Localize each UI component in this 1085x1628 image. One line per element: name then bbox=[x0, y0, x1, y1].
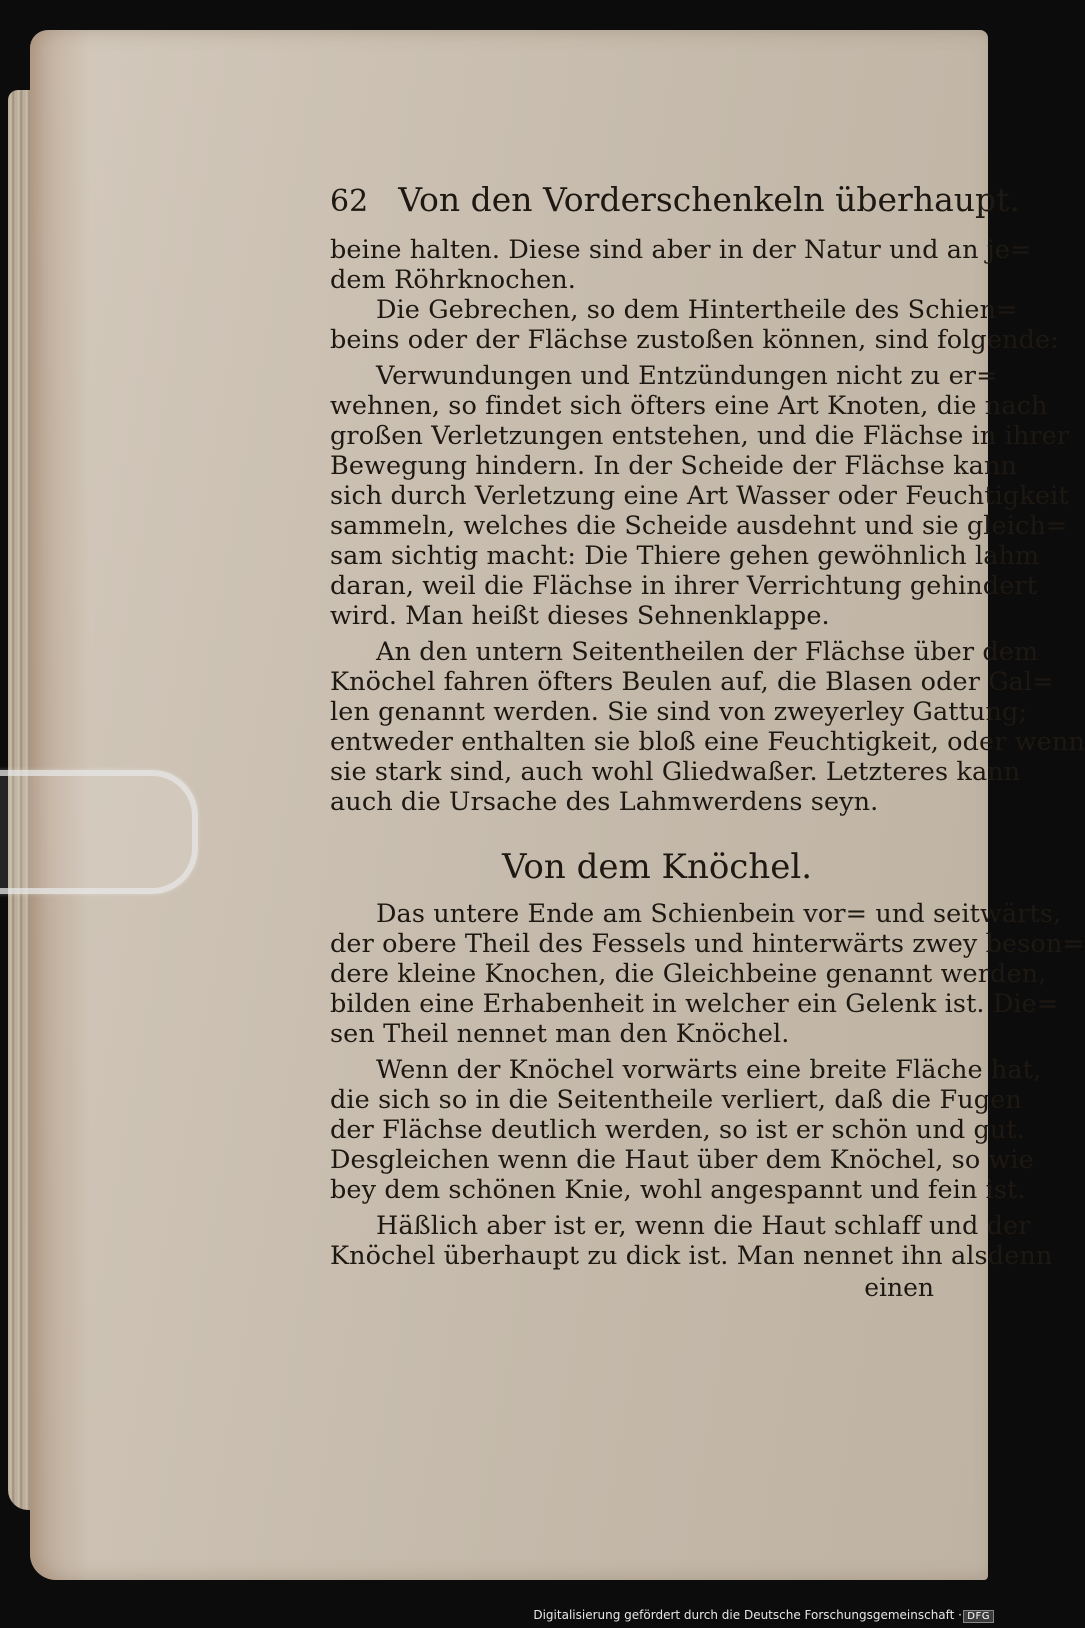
text-line: dem Röhrknochen. bbox=[330, 265, 577, 295]
paragraph bbox=[330, 1055, 1042, 1205]
paragraph bbox=[330, 1211, 1053, 1271]
text-line: wird. Man heißt dieses Sehnenklappe. bbox=[330, 601, 830, 631]
text-line: Knöchel überhaupt zu dick ist. Man nennet ihn alsdenn bbox=[330, 1241, 1053, 1271]
text-line: auch die Ursache des Lahmwerdens seyn. bbox=[330, 787, 879, 817]
paragraph bbox=[330, 637, 1085, 817]
text-line: der obere Theil des Fessels und hinterwärts zwey beson= bbox=[330, 929, 1084, 959]
running-title: Von den Vorderschenkeln überhaupt. bbox=[398, 180, 1020, 219]
text-line: Wenn der Knöchel vorwärts eine breite Fläche hat, bbox=[376, 1055, 1042, 1085]
text-line: sie stark sind, auch wohl Gliedwaßer. Letzteres kann bbox=[330, 757, 1021, 787]
paragraph bbox=[330, 295, 1059, 355]
text-line: die sich so in die Seitentheile verliert, daß die Fugen bbox=[330, 1085, 1022, 1115]
text-line: beins oder der Flächse zustoßen können, sind folgende: bbox=[330, 325, 1059, 355]
text-line: dere kleine Knochen, die Gleichbeine genannt werden, bbox=[330, 959, 1047, 989]
text-line: sam sichtig macht: Die Thiere gehen gewöhnlich lahm bbox=[330, 541, 1040, 571]
text-line: len genannt werden. Sie sind von zweyerley Gattung; bbox=[330, 697, 1028, 727]
paragraph bbox=[330, 235, 1032, 295]
text-line: sammeln, welches die Scheide ausdehnt und sie gleich= bbox=[330, 511, 1068, 541]
text-line: sich durch Verletzung eine Art Wasser oder Feuchtigkeit bbox=[330, 481, 1069, 511]
page-number: 62 bbox=[330, 184, 369, 219]
text-line: bey dem schönen Knie, wohl angespannt und fein ist. bbox=[330, 1175, 1026, 1205]
text-line: großen Verletzungen entstehen, und die Flächse in ihrer bbox=[330, 421, 1070, 451]
text-line: Verwundungen und Entzündungen nicht zu er= bbox=[376, 361, 998, 391]
text-line: Die Gebrechen, so dem Hintertheile des Schien= bbox=[376, 295, 1018, 325]
text-line: beine halten. Diese sind aber in der Natur und an je= bbox=[330, 235, 1032, 265]
digitization-credit: Digitalisierung gefördert durch die Deutsche Forschungsgemeinschaft · bbox=[533, 1608, 962, 1622]
catchword: einen bbox=[864, 1273, 934, 1302]
section-heading: Von dem Knöchel. bbox=[502, 847, 813, 887]
running-header bbox=[330, 180, 1020, 219]
text-line: der Flächse deutlich werden, so ist er schön und gut. bbox=[330, 1115, 1025, 1145]
dfg-logo: DFG bbox=[963, 1610, 994, 1623]
text-line: bilden eine Erhabenheit in welcher ein Gelenk ist. Die= bbox=[330, 989, 1059, 1019]
text-line: Knöchel fahren öfters Beulen auf, die Blasen oder Gal= bbox=[330, 667, 1054, 697]
text-block bbox=[330, 180, 1085, 1303]
text-line: Häßlich aber ist er, wenn die Haut schlaff und der bbox=[376, 1211, 1031, 1241]
paragraph bbox=[330, 899, 1084, 1049]
text-line: Bewegung hindern. In der Scheide der Flächse kann bbox=[330, 451, 1017, 481]
text-line: sen Theil nennet man den Knöchel. bbox=[330, 1019, 790, 1049]
text-line: An den untern Seitentheilen der Flächse über dem bbox=[376, 637, 1039, 667]
text-line: entweder enthalten sie bloß eine Feuchtigkeit, oder wenn bbox=[330, 727, 1085, 757]
text-line: daran, weil die Flächse in ihrer Verrichtung gehindert bbox=[330, 571, 1038, 601]
text-line: wehnen, so findet sich öfters eine Art Knoten, die nach bbox=[330, 391, 1048, 421]
text-line: Desgleichen wenn die Haut über dem Knöchel, so wie bbox=[330, 1145, 1034, 1175]
text-line: Das untere Ende am Schienbein vor= und seitwärts, bbox=[376, 899, 1062, 929]
page-clip bbox=[0, 770, 198, 894]
paragraph bbox=[330, 361, 1070, 631]
